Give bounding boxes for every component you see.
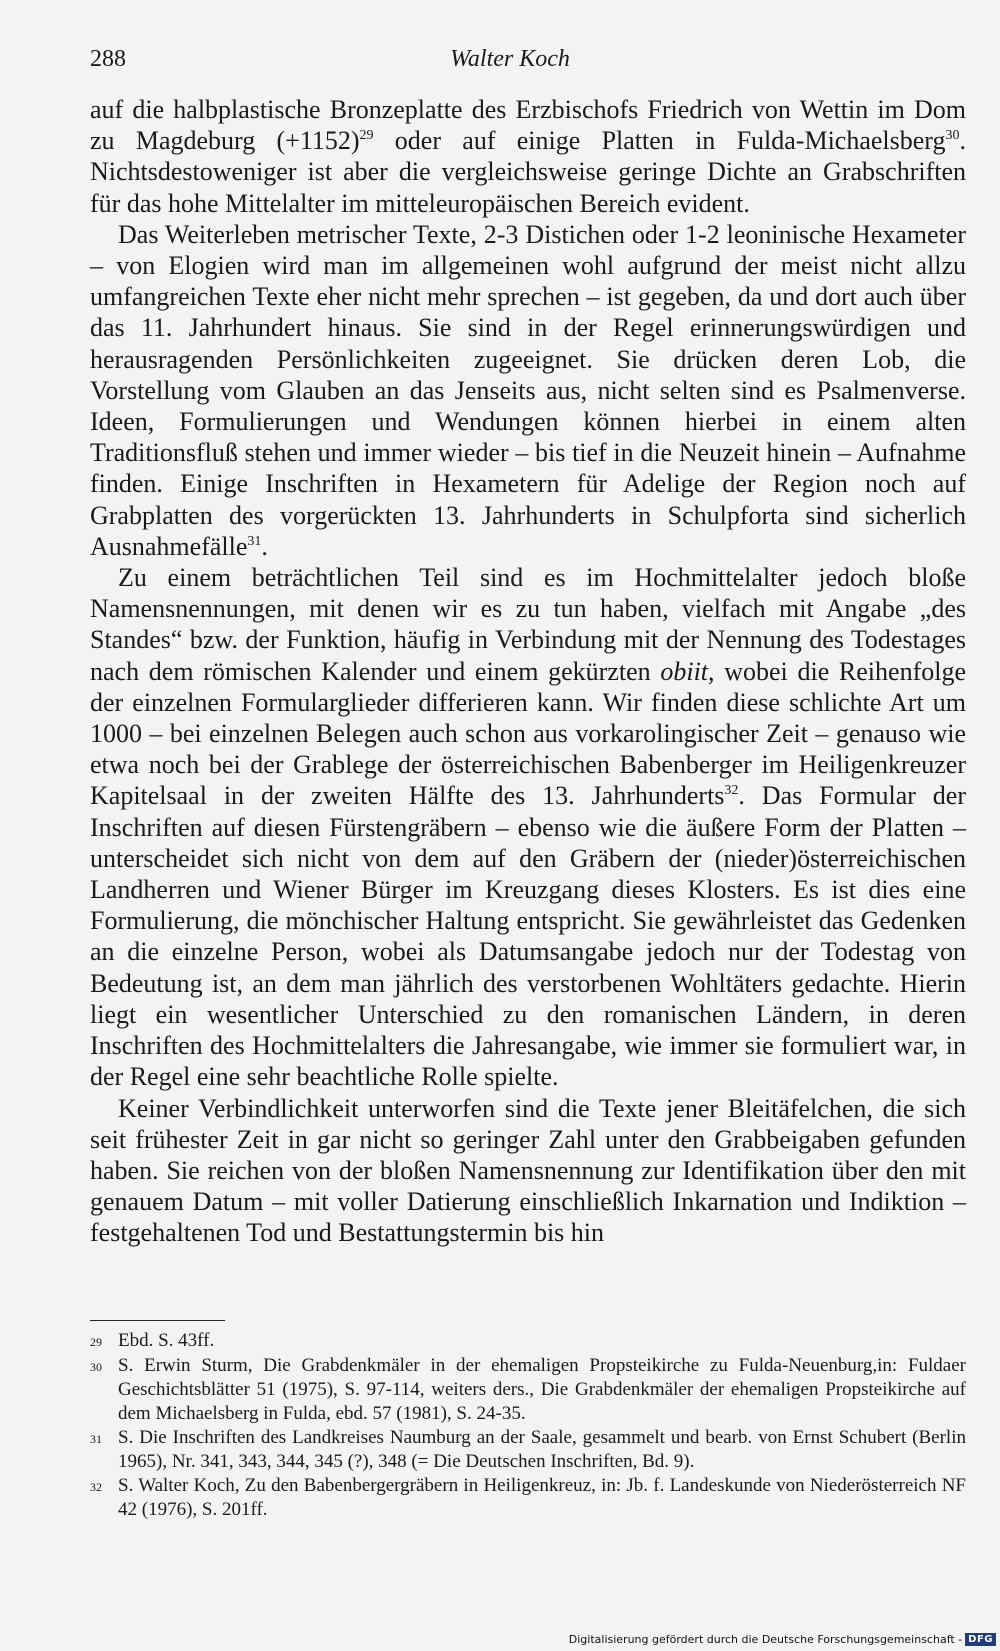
footnote-ref-30[interactable]: 30 (945, 128, 960, 144)
page-number: 288 (90, 46, 126, 72)
footnote-30 (90, 1354, 966, 1426)
credit-text: Digitalisierung gefördert durch die Deutsche Forschungsgemeinschaft - (568, 1633, 963, 1646)
footnote-number: 31 (90, 1432, 102, 1446)
text-run: oder auf einige Platten in Fulda-Michaelsberg (373, 126, 946, 156)
text-run: . Das Formular der Inschriften auf diesen Fürstengräbern – ebenso wie die äußere Form der Platten – unterscheidet sich nicht von dem auf den Gräbern der (nieder)österreichischen Landherren und Wiener Bürger im Kreuzgang dieses Klosters. Es ist dies eine Formulierung, die mönchischer Haltung entspricht. Sie gewährleistet das Gedenken an die einzelne Person, wobei als Datumsangabe jedoch nur der Todestag von Bedeutung ist, an dem man jährlich des verstorbenen Wohltäters gedachte. Hierin liegt ein wesentlicher Unterschied zu den romanischen Ländern, in deren Inschriften des Hochmittelalters die Jahresangabe, wie immer sie formuliert war, in der Regel eine sehr beachtliche Rolle spielte. (90, 781, 966, 1092)
paragraph-4 (90, 1093, 966, 1249)
text-run: Zu einem beträchtlichen Teil sind es im Hochmittelalter jedoch bloße Namensnennungen, mit denen wir es zu tun haben, vielfach mit Angabe „des Standes“ bzw. der Funktion, häufig in Verbindung mit der Nennung des Todestages nach dem römischen Kalender und einem gekürzten (90, 563, 966, 686)
footnote-text: S. Walter Koch, Zu den Babenbergergräbern in Heiligenkreuz, in: Jb. f. Landeskunde von Niederösterreich NF 42 (1976), S. 201ff. (118, 1475, 966, 1520)
running-head: Walter Koch (450, 46, 570, 72)
text-run: Keiner Verbindlichkeit unterworfen sind die Texte jener Bleitäfelchen, die sich seit frühester Zeit in gar nicht so geringer Zahl unter den Grabbeigaben gefunden haben. Sie reichen von der bloßen Namensnennung zur Identifikation über den mit genauem Datum – mit voller Datierung einschließlich Inkarnation und Indiktion – festgehaltenen Tod und Bestattungstermin bis hin (90, 1093, 966, 1248)
footnote-ref-29[interactable]: 29 (359, 128, 374, 144)
text-run: Das Weiterleben metrischer Texte, 2-3 Distichen oder 1-2 leoninische Hexameter – von Elogien wird man im allgemeinen wohl aufgrund der meist nicht allzu umfangreichen Texte eher nicht mehr sprechen – ist gegeben, da und dort auch über das 11. Jahrhundert hinaus. Sie sind in der Regel erinnerungswürdigen und herausragenden Persönlichkeiten zugeeignet. Sie drücken deren Lob, die Vorstellung vom Glauben an das Jenseits aus, nicht selten sind es Psalmenverse. Ideen, Formulierungen und Wendungen können hierbei in einem alten Traditionsfluß stehen und immer wieder – bis tief in die Neuzeit hinein – Aufnahme finden. Einige Inschriften in Hexametern für Adelige der Region noch auf Grabplatten des vorgerückten 13. Jahrhunderts in Schulpforta sind sicherlich Ausnahmefälle (90, 219, 966, 561)
footnote-32 (90, 1474, 966, 1522)
paragraph-3 (90, 562, 966, 1092)
text-run: . (261, 531, 268, 561)
footnote-number: 30 (90, 1360, 102, 1374)
footnote-ref-31[interactable]: 31 (247, 533, 262, 549)
footnote-rule (90, 1320, 225, 1321)
digitization-credit (569, 1633, 996, 1646)
text-run: , wobei die Reihenfolge der einzelnen Formularglieder differieren kann. Wir finden diese schlichte Art um 1000 – bei einzelnen Belegen auch schon aus vorkarolingischer Zeit – genauso wie etwa noch bei der Grablege der österreichischen Babenberger im Heiligenkreuzer Kapitelsaal in der zweiten Hälfte des 13. Jahrhunderts (90, 656, 966, 811)
footnote-number: 29 (90, 1335, 102, 1349)
dfg-logo: DFG (965, 1633, 996, 1646)
italic-term: obiit (660, 656, 709, 686)
paragraph-1 (90, 94, 966, 219)
footnote-number: 32 (90, 1480, 102, 1494)
footnote-31 (90, 1426, 966, 1474)
body-text (90, 94, 966, 1249)
footnote-text: Ebd. S. 43ff. (118, 1330, 215, 1351)
footnote-ref-32[interactable]: 32 (724, 783, 739, 799)
footnote-text: S. Die Inschriften des Landkreises Naumburg an der Saale, gesammelt und bearb. von Ernst Schubert (Berlin 1965), Nr. 341, 343, 344, 345 (?), 348 (= Die Deutschen Inschriften, Bd. 9). (118, 1427, 966, 1472)
footnote-29 (90, 1329, 966, 1354)
text-run: . Nichtsdestoweniger ist aber die vergleichsweise geringe Dichte an Grabschriften für das hohe Mittelalter im mitteleuropäischen Bereich evident. (90, 126, 966, 218)
paragraph-2 (90, 219, 966, 562)
footnote-text: S. Erwin Sturm, Die Grabdenkmäler in der ehemaligen Propsteikirche zu Fulda-Neuenburg,in: Fuldaer Geschichtsblätter 51 (1975), S. 97-114, weiters ders., Die Grabdenkmäler der ehemaligen Propsteikirche auf dem Michaelsberg in Fulda, ebd. 57 (1981), S. 24-35. (118, 1355, 966, 1424)
footnotes (90, 1329, 966, 1522)
text-run: auf die halbplastische Bronzeplatte des Erzbischofs Friedrich von Wettin im Dom zu Magdeburg (+1152) (90, 95, 966, 156)
